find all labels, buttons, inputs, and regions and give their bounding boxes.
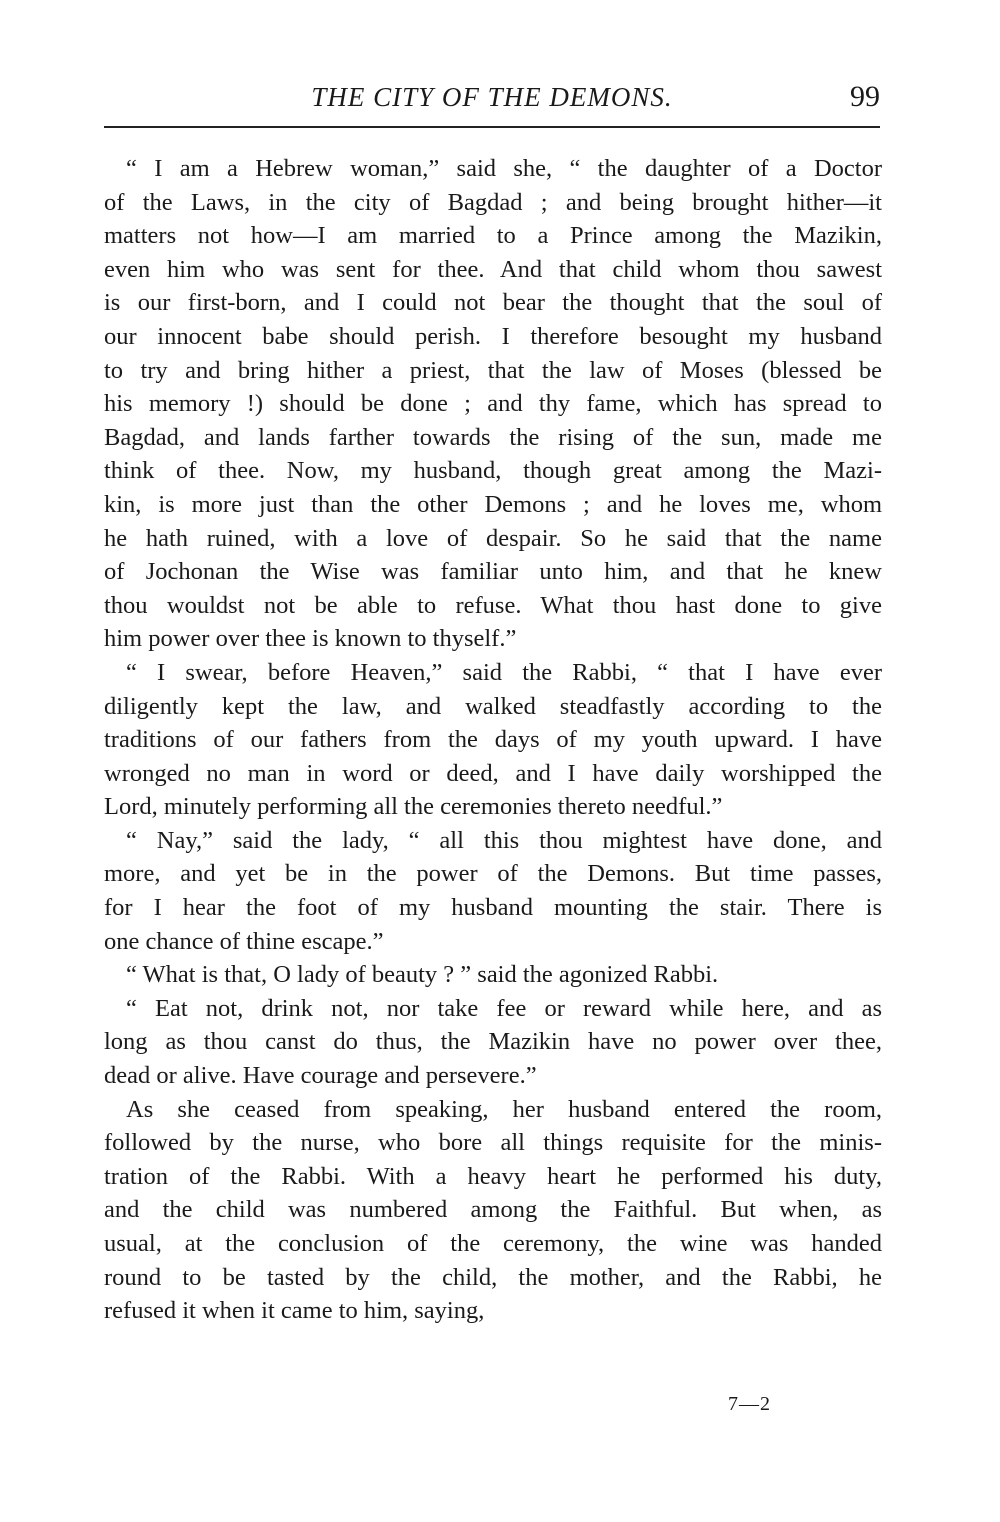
running-head [104, 76, 880, 120]
body-text [104, 152, 882, 1328]
text-line: tration of the Rabbi. With a heavy heart he performed his duty, [104, 1162, 882, 1190]
text-line: “ What is that, O lady of beauty ? ” said the agonized Rabbi. [126, 961, 719, 989]
text-line: one chance of thine escape.” [104, 927, 384, 955]
text-line: more, and yet be in the power of the Demons. But time passes, [104, 860, 882, 888]
text-line: long as thou canst do thus, the Mazikin have no power over thee, [104, 1028, 882, 1056]
text-line: thou wouldst not be able to refuse. What thou hast done to give [104, 591, 882, 619]
text-line: is our first-born, and I could not bear the thought that the soul of [104, 289, 882, 317]
paragraph [104, 152, 882, 656]
text-line: “ Eat not, drink not, nor take fee or reward while here, and as [126, 994, 882, 1022]
text-line: think of thee. Now, my husband, though great among the Mazi- [104, 457, 882, 485]
paragraph [104, 656, 882, 824]
paragraph [104, 958, 882, 992]
text-line: our innocent babe should perish. I therefore besought my husband [104, 322, 882, 350]
text-line: Lord, minutely performing all the ceremonies thereto needful.” [104, 793, 723, 821]
text-line: his memory !) should be done ; and thy fame, which has spread to [104, 390, 882, 418]
text-line: wronged no man in word or deed, and I have daily worshipped the [104, 759, 882, 787]
text-line: followed by the nurse, who bore all things requisite for the minis- [104, 1129, 882, 1157]
text-line: round to be tasted by the child, the mother, and the Rabbi, he [104, 1263, 882, 1291]
text-line: diligently kept the law, and walked steadfastly according to the [104, 692, 882, 720]
paragraph [104, 1093, 882, 1328]
running-title: THE CITY OF THE DEMONS. [311, 82, 673, 112]
text-line: of the Laws, in the city of Bagdad ; and being brought hither—it [104, 188, 882, 216]
text-line: kin, is more just than the other Demons ; and he loves me, whom [104, 490, 882, 518]
text-line: “ Nay,” said the lady, “ all this thou mightest have done, and [126, 826, 882, 854]
text-line: and the child was numbered among the Faithful. But when, as [104, 1196, 882, 1224]
text-line: traditions of our fathers from the days of my youth upward. I have [104, 726, 882, 754]
header-rule [104, 126, 880, 128]
text-line: “ I am a Hebrew woman,” said she, “ the daughter of a Doctor [126, 155, 882, 182]
signature-mark: 7—2 [728, 1393, 771, 1415]
page-number: 99 [850, 80, 880, 113]
paragraph [104, 992, 882, 1093]
text-line: Bagdad, and lands farther towards the rising of the sun, made me [104, 423, 882, 451]
text-line: of Jochonan the Wise was familiar unto him, and that he knew [104, 558, 882, 586]
text-line: As she ceased from speaking, her husband entered the room, [126, 1095, 882, 1123]
text-line: matters not how—I am married to a Prince among the Mazikin, [104, 222, 882, 250]
text-line: he hath ruined, with a love of despair. So he said that the name [104, 524, 882, 552]
text-line: usual, at the conclusion of the ceremony, the wine was handed [104, 1230, 882, 1257]
text-line: refused it when it came to him, saying, [104, 1297, 485, 1325]
text-line: him power over thee is known to thyself.” [104, 625, 517, 653]
paragraph [104, 824, 882, 958]
text-line: for I hear the foot of my husband mounting the stair. There is [104, 894, 882, 922]
text-line: “ I swear, before Heaven,” said the Rabbi, “ that I have ever [126, 658, 882, 686]
text-line: dead or alive. Have courage and persevere.” [104, 1062, 537, 1090]
text-line: to try and bring hither a priest, that the law of Moses (blessed be [104, 356, 882, 384]
text-line: even him who was sent for thee. And that child whom thou sawest [104, 255, 882, 283]
